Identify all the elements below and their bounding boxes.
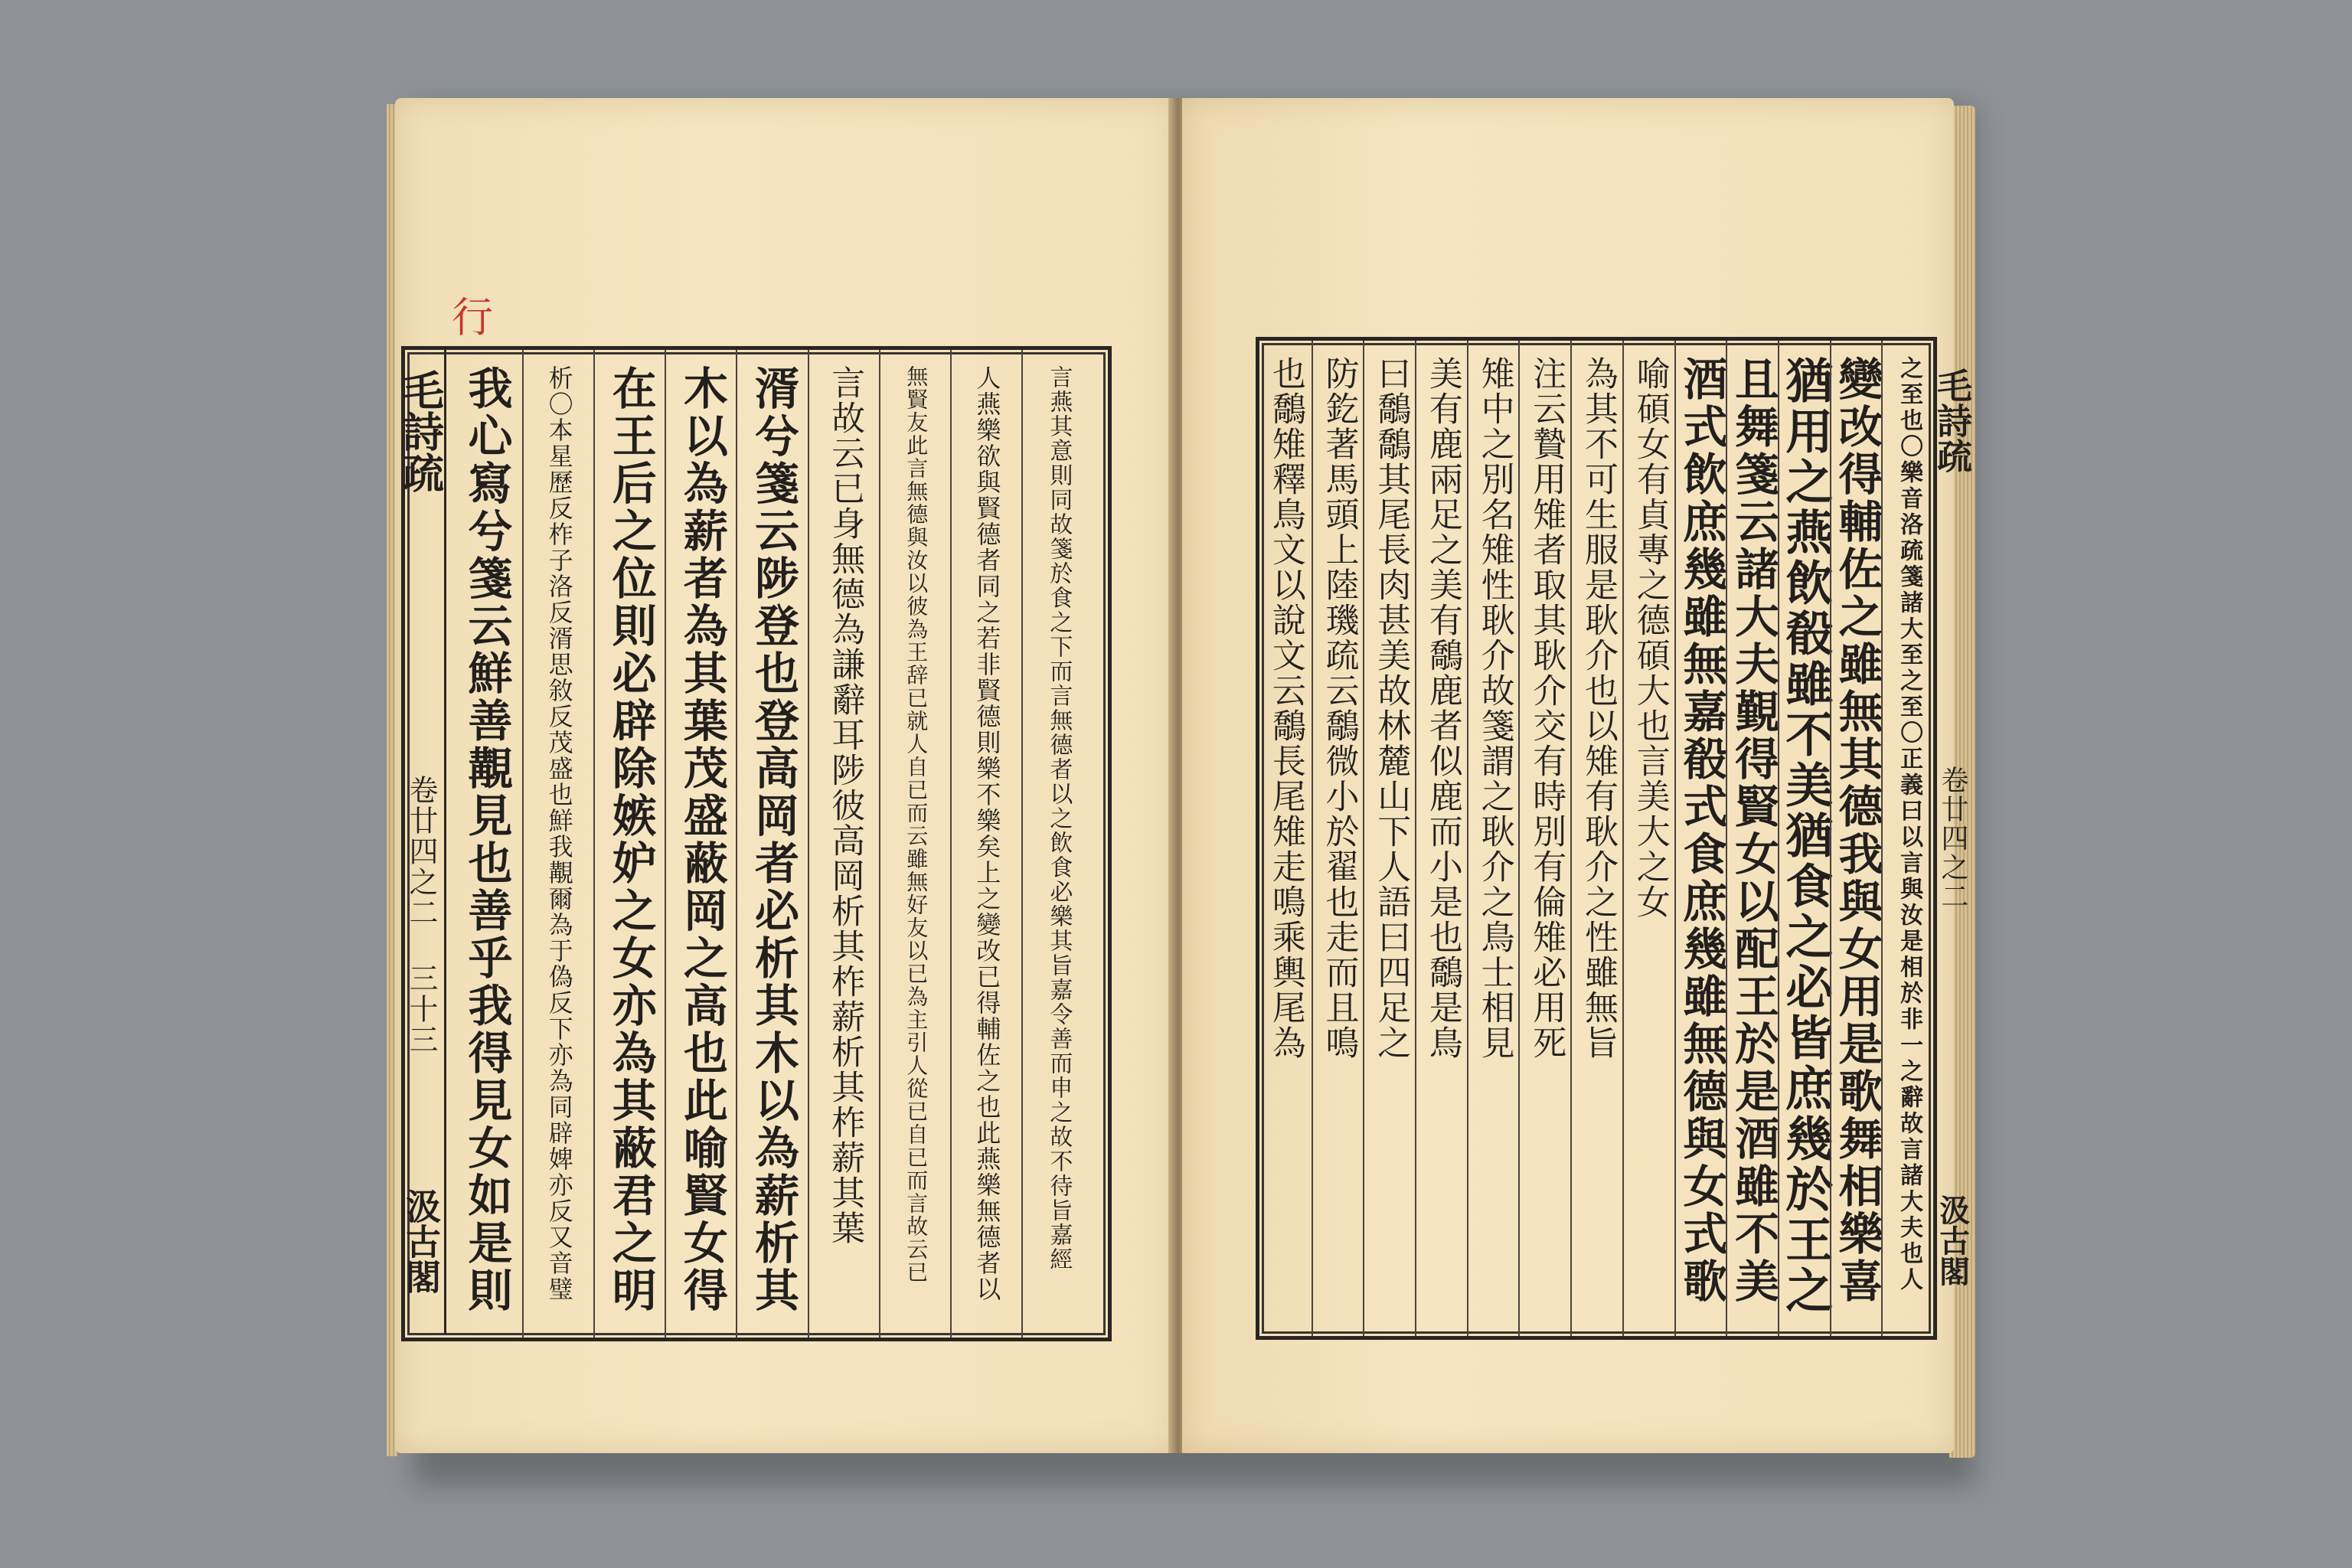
left-page-text-frame [401,346,1112,1341]
text-column [808,350,880,1338]
column-text: 無賢友此言無德與汝以彼為王辞已就人自已而云雖無好友以已為主引人從已自已而言故云已 [903,365,929,1284]
column-text: 猶用之燕飲殽雖不美猶食之必皆庶幾於王之 [1777,356,1834,1316]
text-column [1881,341,1935,1336]
right-page-text-frame [1256,337,1937,1340]
text-column [522,350,595,1338]
column-text: 喻碩女有貞專之德碩大也言美大之女 [1630,356,1670,920]
right-edge-volume: 卷廿四之二 [1937,766,1968,911]
right-edge-press: 汲古閣 [1934,1194,1971,1286]
column-text: 湑兮箋云陟登也登高岡者必析其木以為薪析其 [746,365,799,1315]
column-text: 析〇本星歷反柞子洛反湑思敘反茂盛也鮮我覯爾為于偽反下亦為同辟婢亦反又音璧 [544,365,574,1302]
text-column [1312,341,1365,1336]
column-text: 之至也〇樂音洛疏箋諸大至之至〇正義曰以言與汝是相於非一之辭故言諸大夫也人 [1896,356,1923,1293]
right-edge-strip [1929,337,1975,1332]
text-column [1415,341,1468,1336]
text-column [1259,341,1312,1336]
text-column [1467,341,1521,1336]
text-column [950,350,1023,1338]
column-text: 言燕其意則同故箋於食之下而言無德者以之飲食必樂其旨嘉令善而申之故不待旨嘉經 [1045,365,1073,1272]
column-text: 防釳著馬頭上陸璣疏云鷮微小於翟也走而且鳴 [1319,356,1359,1060]
text-column [593,350,666,1338]
column-text: 美有鹿兩足之美有鷮鹿者似鹿而小是也鷮是鳥 [1423,356,1462,1060]
column-text: 酒式飲庶幾雖無嘉殽式食庶幾雖無德與女式歌 [1675,356,1728,1305]
column-text: 且舞箋云諸大夫覲得賢女以配王於是酒雖不美 [1727,356,1780,1305]
column-text: 注云贄用雉者取其耿介交有時別有倫雉必用死 [1527,356,1566,1060]
left-edge-title: 毛詩疏 [396,369,446,493]
column-text: 雉中之別名雉性耿介故箋謂之耿介之鳥士相見 [1475,356,1514,1060]
left-edge-strip [398,346,446,1334]
column-text: 曰鷮鷮其尾長肉甚美故林麓山下人語曰四足之 [1371,356,1411,1060]
text-column [1363,341,1416,1336]
column-text: 變改得輔佐之雖無其德我與女用是歌舞相樂喜 [1831,356,1883,1305]
column-text: 在王后之位則必辟除嫉妒之女亦為其蔽君之明 [604,365,657,1315]
text-column [665,350,737,1338]
column-text: 我心寫兮箋云鮮善覯見也善乎我得見女如是則 [460,365,513,1315]
column-text: 也鷮雉釋鳥文以說文云鷮長尾雉走鳴乘輿尾為 [1266,356,1305,1060]
right-edge-title: 毛詩疏 [1932,368,1973,473]
text-column [451,350,522,1338]
text-column [1570,341,1624,1336]
text-column [879,350,952,1338]
column-text: 言故云已身無德為謙辭耳陟彼高岡析其柞薪析其柞薪其葉 [825,365,865,1246]
column-text: 為其不可生服是耿介也以雉有耿介之性雖無旨 [1578,356,1618,1060]
text-column [736,350,808,1338]
column-text: 人燕樂欲與賢德者同之若非賢德則樂不樂矣上之變改已得輔佐之也此燕樂無德者以 [972,365,1002,1302]
red-annotation-mark: 行 [452,293,493,341]
text-column [1021,350,1094,1338]
left-edge-volume: 卷廿四之二 三十三 [404,775,438,1055]
left-edge-press: 汲古閣 [400,1188,442,1294]
text-column [1518,341,1572,1336]
column-text: 木以為薪者為其葉茂盛蔽岡之高也此喻賢女得 [675,365,728,1315]
